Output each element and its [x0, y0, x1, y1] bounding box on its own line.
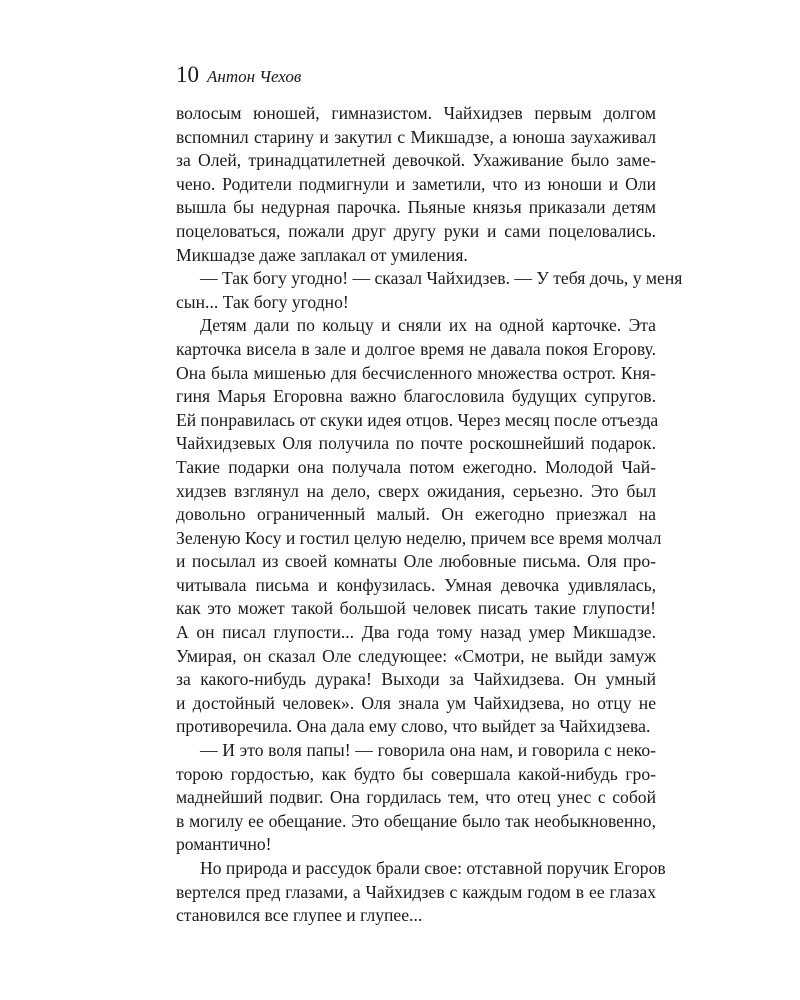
text-line: гиня Марья Егоровна важно благословила будущих супругов. [176, 386, 656, 407]
paragraph [176, 267, 683, 314]
text-line: Зеленую Косу и гостил целую неделю, причем все время молчал [176, 527, 662, 548]
text-line: за какого-нибудь дурака! Выходи за Чайхидзева. Он умный [176, 669, 656, 690]
text-line: Ей понравилась от скуки идея отцов. Через месяц после отъезда [176, 409, 659, 430]
text-line: Но природа и рассудок брали свое: отставной поручик Егоров [200, 858, 666, 878]
paragraph [176, 739, 656, 857]
text-line: за Олей, тринадцатилетней девочкой. Ухаживание было заме- [176, 150, 656, 171]
text-line: чено. Родители подмигнули и заметили, что из юноши и Оли [176, 173, 656, 194]
text-line: Микшадзе даже заплакал от умиления. [176, 244, 468, 265]
text-line: Она была мишенью для бесчисленного множества острот. Кня- [176, 362, 656, 383]
text-line: и достойный человек». Оля знала ум Чайхидзева, но отцу не [176, 692, 656, 713]
text-line: — Так богу угодно! — сказал Чайхидзев. — У тебя дочь, у меня [200, 268, 683, 289]
text-line: маднейший подвиг. Она гордилась тем, что отец унес с собой [176, 787, 656, 808]
text-line: поцеловаться, пожали друг другу руки и сами поцеловались. [176, 220, 656, 241]
text-line: хидзев взглянул на дело, сверх ожидания, серьезно. Это был [176, 480, 656, 501]
text-line: вышла бы недурная парочка. Пьяные князья приказали детям [176, 197, 656, 218]
text-line: карточка висела в зале и долгое время не давала покоя Егорову. [176, 338, 656, 359]
text-line: торою гордостью, как будто бы совершала какой-нибудь гро- [176, 763, 656, 784]
text-line: в могилу ее обещание. Это обещание было так необыкновенно, [176, 810, 656, 831]
header-page-number: 10 [176, 62, 199, 87]
text-line: А он писал глупости... Два года тому назад умер Микшадзе. [176, 622, 656, 643]
text-line: вспомнил старину и закутил с Микшадзе, а юноша заухаживал [176, 126, 656, 147]
text-line: противоречила. Она дала ему слово, что выйдет за Чайхидзева. [176, 716, 651, 737]
text-line: Умирая, он сказал Оле следующее: «Смотри, не выйди замуж [176, 645, 656, 666]
running-header [176, 62, 656, 96]
text-line: Детям дали по кольцу и сняли их на одной карточке. Эта [200, 315, 656, 336]
book-page [176, 62, 683, 928]
text-line: становился все глупее и глупее... [176, 905, 423, 926]
text-line: и посылал из своей комнаты Оле любовные письма. Оля про- [176, 551, 656, 572]
paragraph [176, 314, 662, 739]
text-line: как это может такой большой человек писать такие глупости! [176, 598, 656, 619]
paragraph [176, 857, 666, 928]
text-line: сын... Так богу угодно! [176, 291, 349, 312]
text-line: Такие подарки она получала потом ежегодно. Молодой Чай- [176, 456, 656, 477]
header-author: Антон Чехов [207, 67, 302, 86]
body-text [176, 102, 683, 928]
text-line: вертелся пред глазами, а Чайхидзев с каждым годом в ее глазах [176, 881, 656, 902]
text-line: читывала письма и конфузилась. Умная девочка удивлялась, [176, 574, 656, 595]
text-line: романтично! [176, 834, 272, 855]
text-line: волосым юношей, гимназистом. Чайхидзев первым долгом [176, 103, 656, 123]
text-line: — И это воля папы! — говорила она нам, и говорила с неко- [200, 740, 656, 761]
text-line: довольно ограниченный малый. Он ежегодно приезжал на [176, 504, 656, 525]
text-line: Чайхидзевых Оля получила по почте роскошнейший подарок. [176, 433, 656, 454]
paragraph [176, 102, 656, 267]
